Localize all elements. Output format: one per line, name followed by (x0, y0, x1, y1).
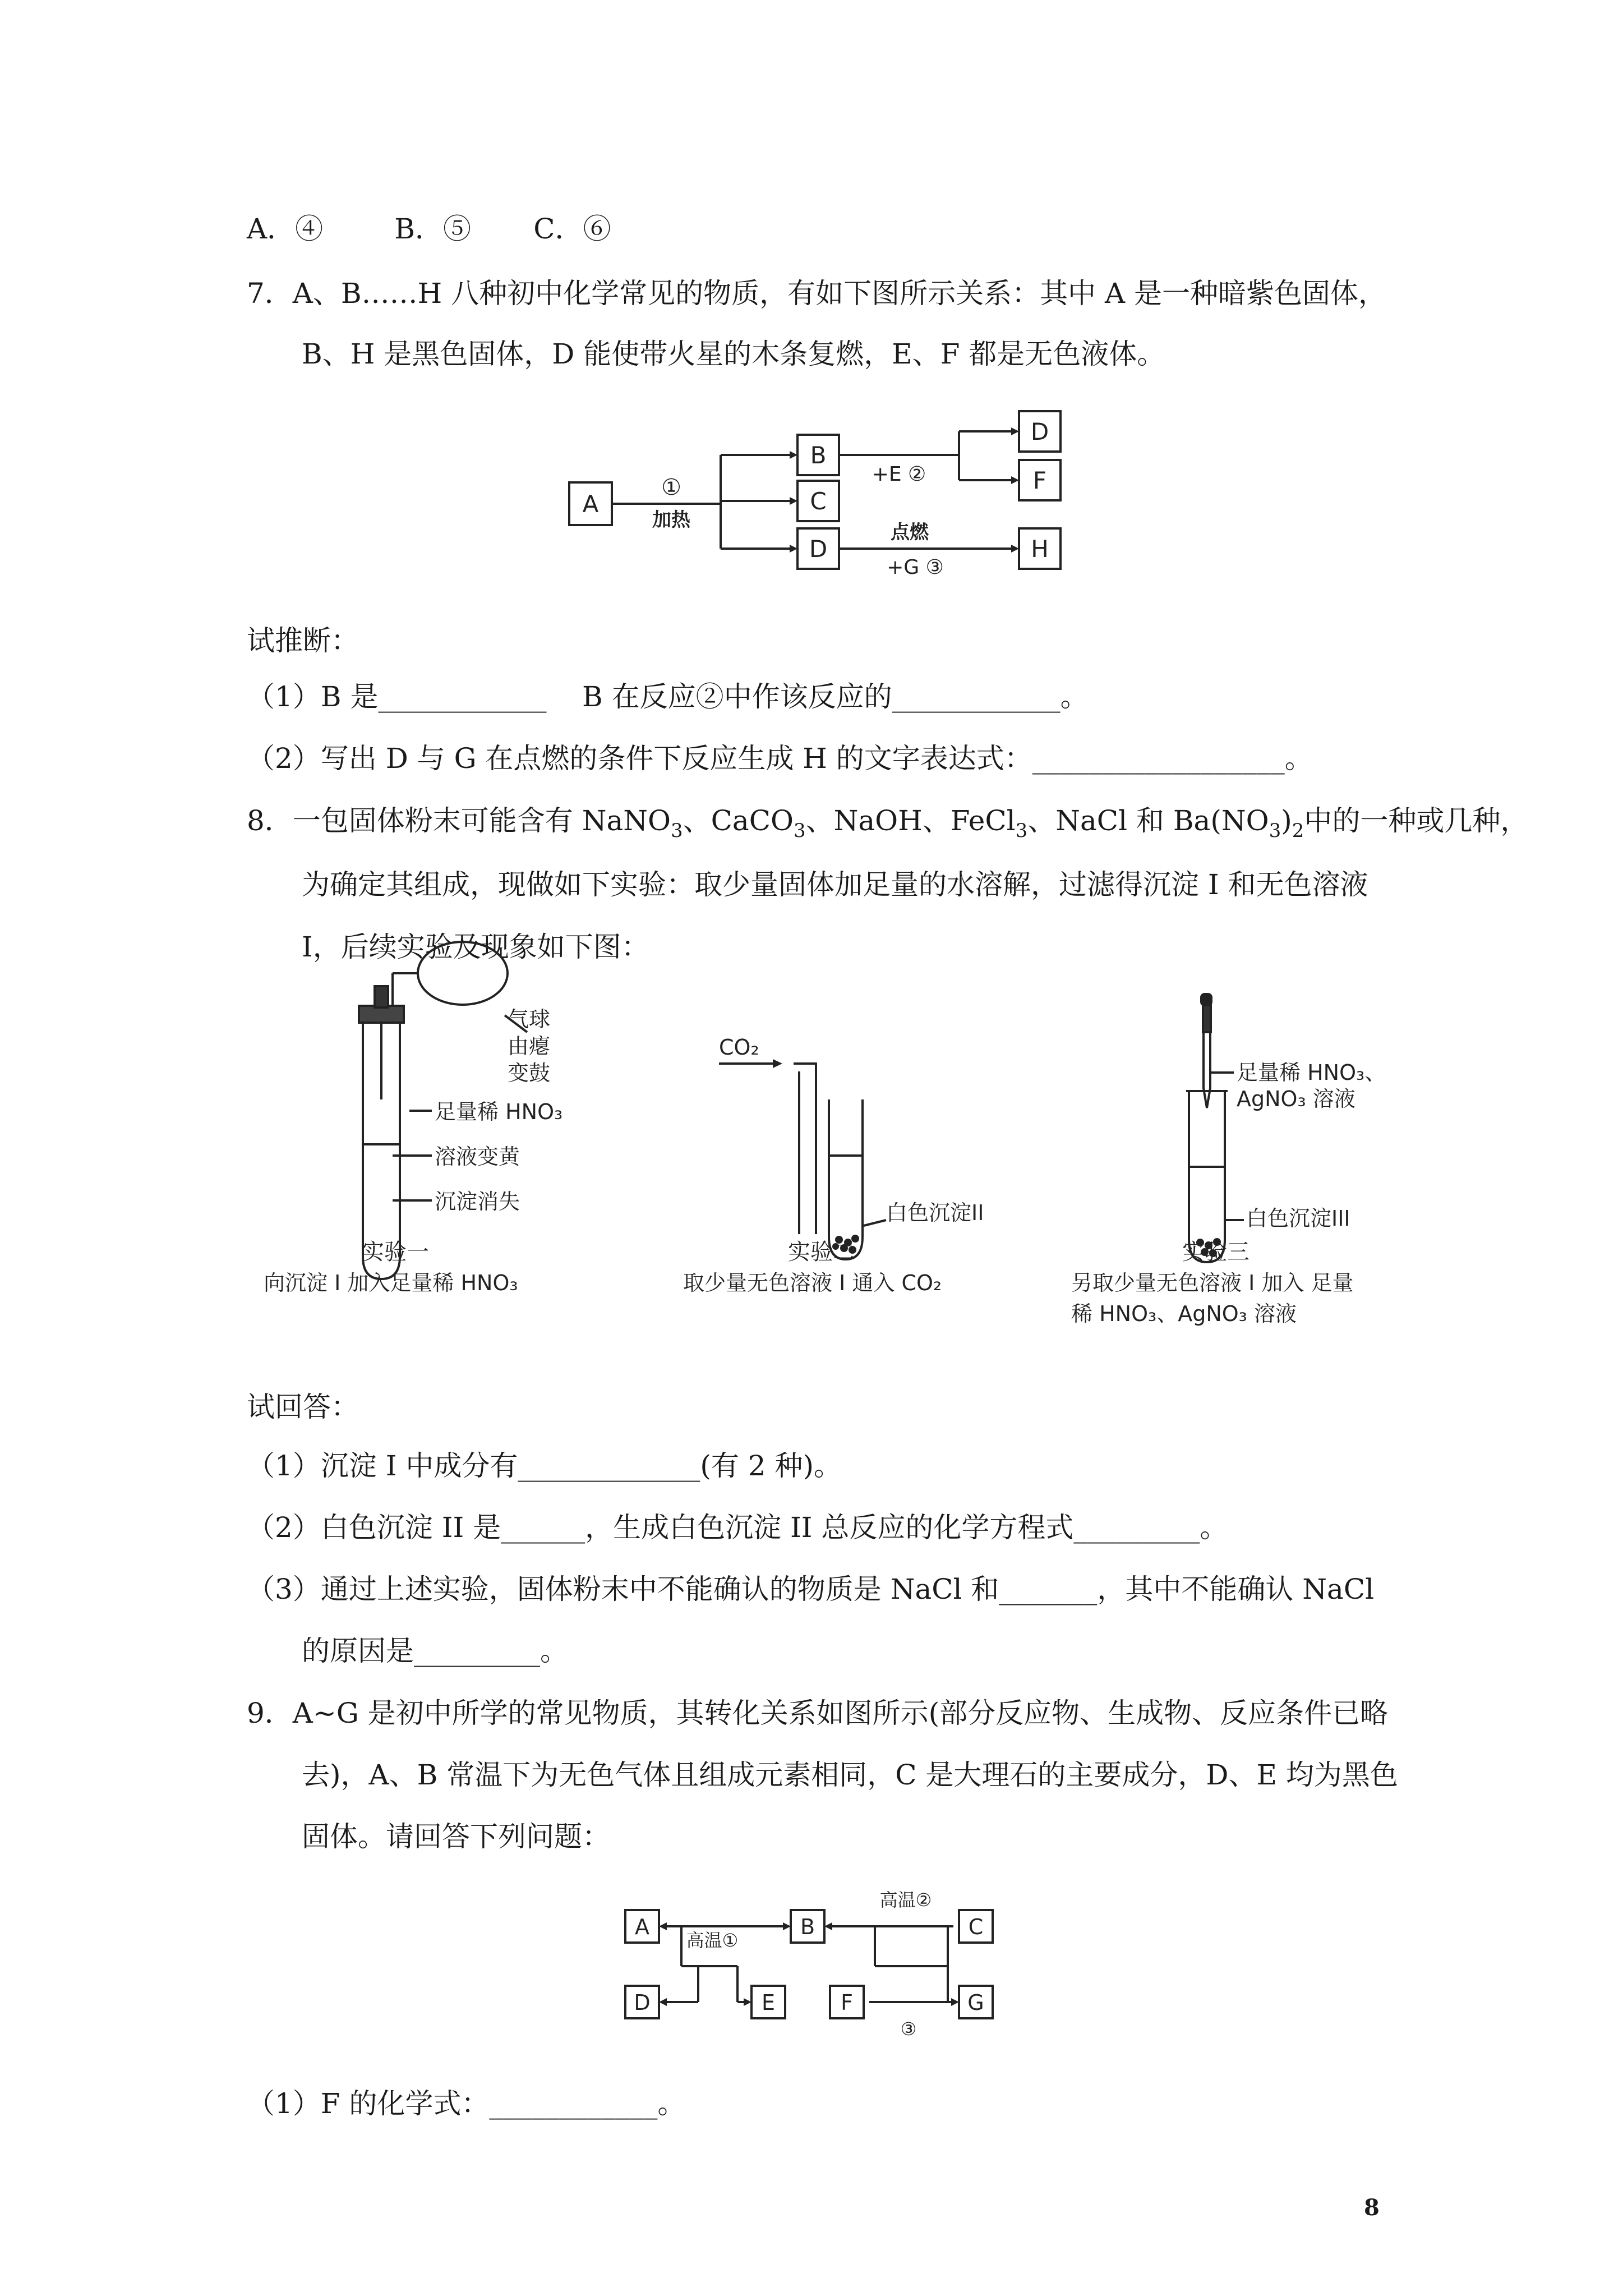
exp2-precip: 白色沉淀II (886, 1200, 984, 1225)
exp3-caption-1: 另取少量无色溶液 I 加入 足量 (1071, 1271, 1354, 1295)
exp2-gas: CO₂ (719, 1035, 759, 1060)
exp1-balloon-1: 气球 (508, 1007, 551, 1032)
exp1-balloon-2: 由瘪 (508, 1034, 551, 1059)
exp3-reagent-1: 足量稀 HNO₃、 (1237, 1060, 1386, 1085)
q9-label-e: E (761, 1990, 776, 2015)
q6-options: A．④ B．⑤ C．⑥ (247, 213, 611, 245)
q7-sub1: （1）B 是____________ B 在反应②中作该反应的____________。 (247, 680, 1089, 713)
q9-stem-line2: 去)，A、B 常温下为无色气体且组成元素相同，C 是大理石的主要成分，D、E 均为黑色 (302, 1759, 1398, 1791)
q7-arrow1-num: ① (661, 475, 681, 500)
q7-arrow3-cond: 点燃 (891, 521, 929, 544)
q8-sub1: （1）沉淀 I 中成分有_____________(有 2 种)。 (247, 1450, 842, 1482)
q8-answer-label: 试回答： (247, 1391, 359, 1423)
q9-label-g: G (967, 1990, 984, 2015)
q7-label-a: A (582, 490, 599, 518)
q8-sub2: （2）白色沉淀 II 是______，生成白色沉淀 II 总反应的化学方程式_________。 (247, 1511, 1228, 1544)
q9-label-f: F (841, 1990, 853, 2015)
q7-label-c: C (810, 487, 827, 515)
exp1-precip: 沉淀消失 (435, 1189, 520, 1214)
q9-label-b: B (800, 1915, 815, 1939)
q7-arrow1-cond: 加热 (652, 509, 690, 531)
q7-label-f: F (1032, 467, 1047, 494)
q7-label-b: B (810, 441, 827, 469)
exp1-acid: 足量稀 HNO₃ (435, 1099, 563, 1124)
exp2-name: 实验二 (788, 1239, 855, 1265)
q7-arrow3-label: +G ③ (887, 556, 944, 579)
q7-label-h: H (1031, 535, 1049, 563)
q7-label-d-top: D (1030, 418, 1049, 445)
q7-sub2: （2）写出 D 与 G 在点燃的条件下反应生成 H 的文字表达式：__________________。 (247, 742, 1313, 775)
q9-label-d: D (634, 1990, 651, 2015)
q8-stem-line2: 为确定其组成，现做如下实验：取少量固体加足量的水溶解，过滤得沉淀 I 和无色溶液 (302, 868, 1368, 901)
q9-label-1: 高温① (686, 1930, 739, 1951)
exp3-reagent-2: AgNO₃ 溶液 (1237, 1087, 1355, 1111)
q8-sub3: （3）通过上述实验，固体粉末中不能确认的物质是 NaCl 和_______，其中不能确认 NaCl (247, 1573, 1375, 1605)
q7-arrow2-label: +E ② (872, 463, 926, 486)
q9-sub1: （1）F 的化学式：____________。 (247, 2087, 686, 2120)
q9-stem-line1: 9．A~G 是初中所学的常见物质，其转化关系如图所示(部分反应物、生成物、反应条件已略 (247, 1697, 1389, 1729)
exp1-solution: 溶液变黄 (435, 1144, 520, 1169)
exp3-name: 实验三 (1182, 1239, 1249, 1265)
exp3-precip: 白色沉淀III (1246, 1206, 1350, 1231)
exp3-caption-2: 稀 HNO₃、AgNO₃ 溶液 (1071, 1301, 1297, 1326)
exp1-balloon-3: 变鼓 (508, 1061, 551, 1085)
q8-stem-line3: I，后续实验及现象如下图： (302, 931, 649, 963)
exp1-caption: 向沉淀 I 加入足量稀 HNO₃ (264, 1271, 518, 1295)
exp1-name: 实验一 (362, 1239, 429, 1265)
q9-label-3: ③ (900, 2018, 917, 2040)
q9-label-c: C (968, 1915, 984, 1939)
page-number: 8 (1364, 2194, 1380, 2221)
exp2-caption: 取少量无色溶液 I 通入 CO₂ (683, 1271, 942, 1295)
q8-stem-line1: 8．一包固体粉末可能含有 NaNO$_3$、CaCO$_3$、NaOH、FeCl$_3$、NaCl 和 $Ba(NO_3)_2$中的一种或几种， (247, 804, 1529, 842)
q7-stem-line2: B、H 是黑色固体，D 能使带火星的木条复燃，E、F 都是无色液体。 (302, 338, 1165, 370)
q7-infer-label: 试推断： (247, 624, 359, 657)
q9-stem-line3: 固体。请回答下列问题： (302, 1820, 610, 1853)
q9-label-2: 高温② (879, 1889, 932, 1911)
q9-label-a: A (635, 1915, 649, 1939)
q8-sub3-cont: 的原因是_________。 (302, 1635, 568, 1667)
q7-label-d-mid: D (809, 535, 828, 563)
q7-stem-line1: 7．A、B……H 八种初中化学常见的物质，有如下图所示关系：其中 A 是一种暗紫色固体， (247, 277, 1387, 310)
